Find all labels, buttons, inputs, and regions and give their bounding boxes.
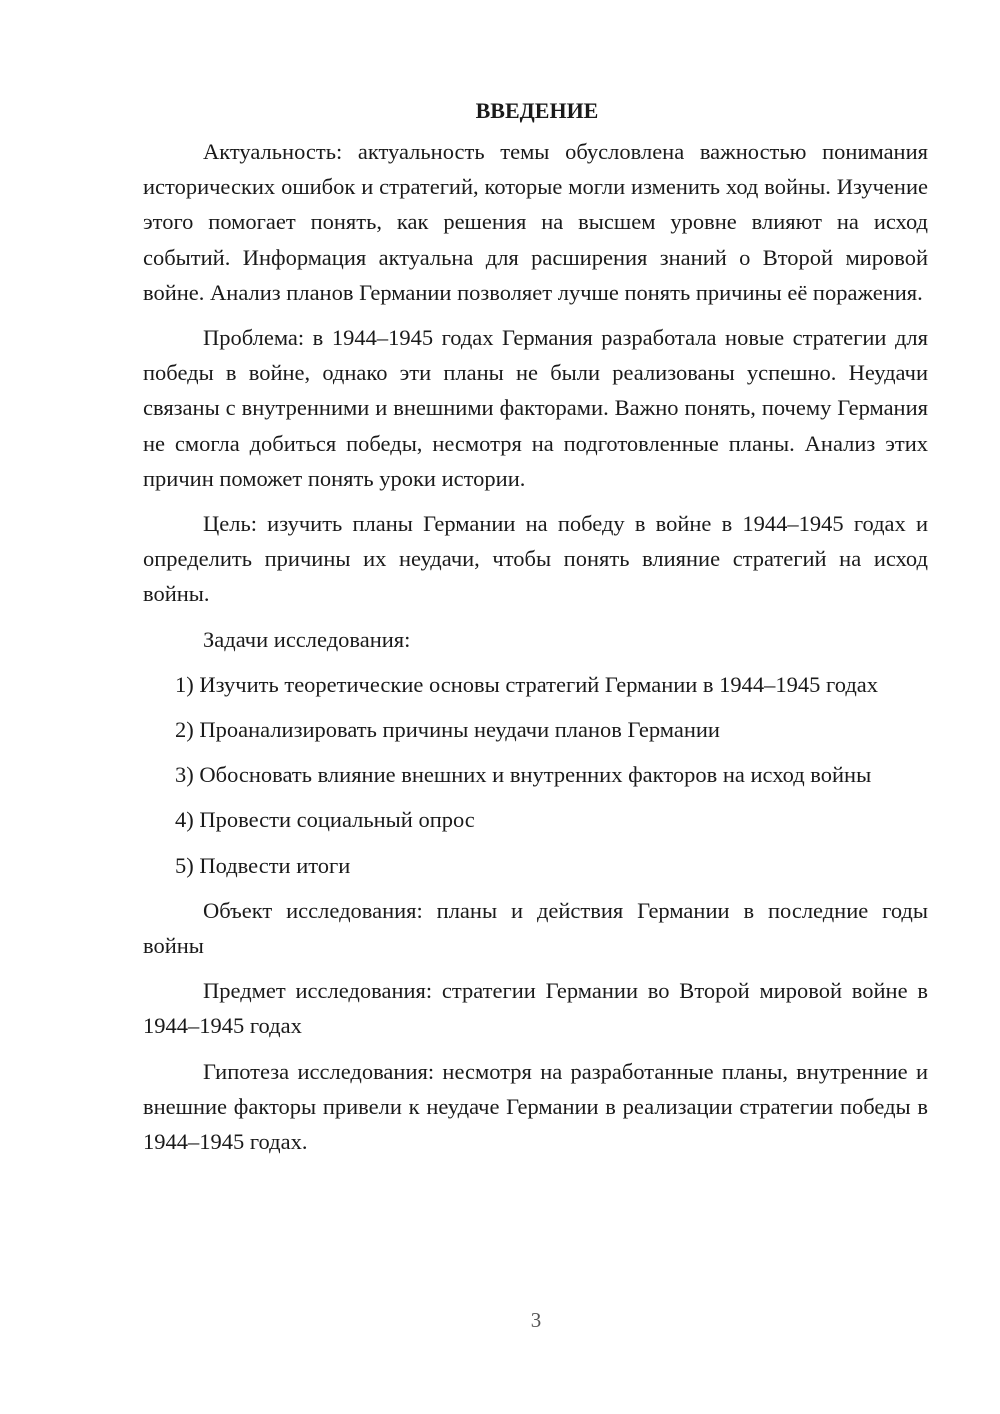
hypothesis-paragraph: Гипотеза исследования: несмотря на разработанные планы, внутренние и внешние факторы привели к неудаче Германии в реализации стратегии победы в 1944–1945 годах. bbox=[143, 1058, 928, 1155]
tasks-heading: Задачи исследования: bbox=[203, 626, 411, 652]
problem-paragraph: Проблема: в 1944–1945 годах Германия разработала новые стратегии для победы в войне, однако эти планы не были реализованы успешно. Неудачи связаны с внутренними и внешними факторами. Важно понять, почему Германия не смогла добиться победы, несмотря на подготовленные планы. Анализ этих причин поможет понять уроки истории. bbox=[143, 325, 928, 491]
section-title: ВВЕДЕНИЕ bbox=[475, 98, 599, 123]
research-subject-paragraph: Предмет исследования: стратегии Германии во Второй мировой войне в 1944–1945 годах bbox=[143, 978, 928, 1039]
research-object-paragraph: Объект исследования: планы и действия Германии в последние годы войны bbox=[143, 897, 928, 959]
task-item-3: 3) Обосновать влияние внешних и внутренних факторов на исход войны bbox=[175, 762, 872, 788]
document-page bbox=[143, 96, 928, 1169]
task-item-1: 1) Изучить теоретические основы стратегий Германии в 1944–1945 годах bbox=[175, 671, 879, 697]
page-number: 3 bbox=[530, 1308, 542, 1332]
goal-paragraph: Цель: изучить планы Германии на победу в войне в 1944–1945 годах и определить причины их неудачи, чтобы понять влияние стратегий на исход войны. bbox=[143, 511, 928, 607]
task-item-5: 5) Подвести итоги bbox=[175, 852, 351, 878]
task-item-4: 4) Провести социальный опрос bbox=[175, 807, 475, 833]
task-item-2: 2) Проанализировать причины неудачи планов Германии bbox=[175, 717, 720, 743]
relevance-paragraph: Актуальность: актуальность темы обусловлена важностью понимания исторических ошибок и стратегий, которые могли изменить ход войны. Изучение этого помогает понять, как решения на высшем уровне влияют на исход событий. Информация актуальна для расширения знаний о Второй мировой войне. Анализ планов Германии позволяет лучше понять причины её поражения. bbox=[143, 139, 928, 305]
